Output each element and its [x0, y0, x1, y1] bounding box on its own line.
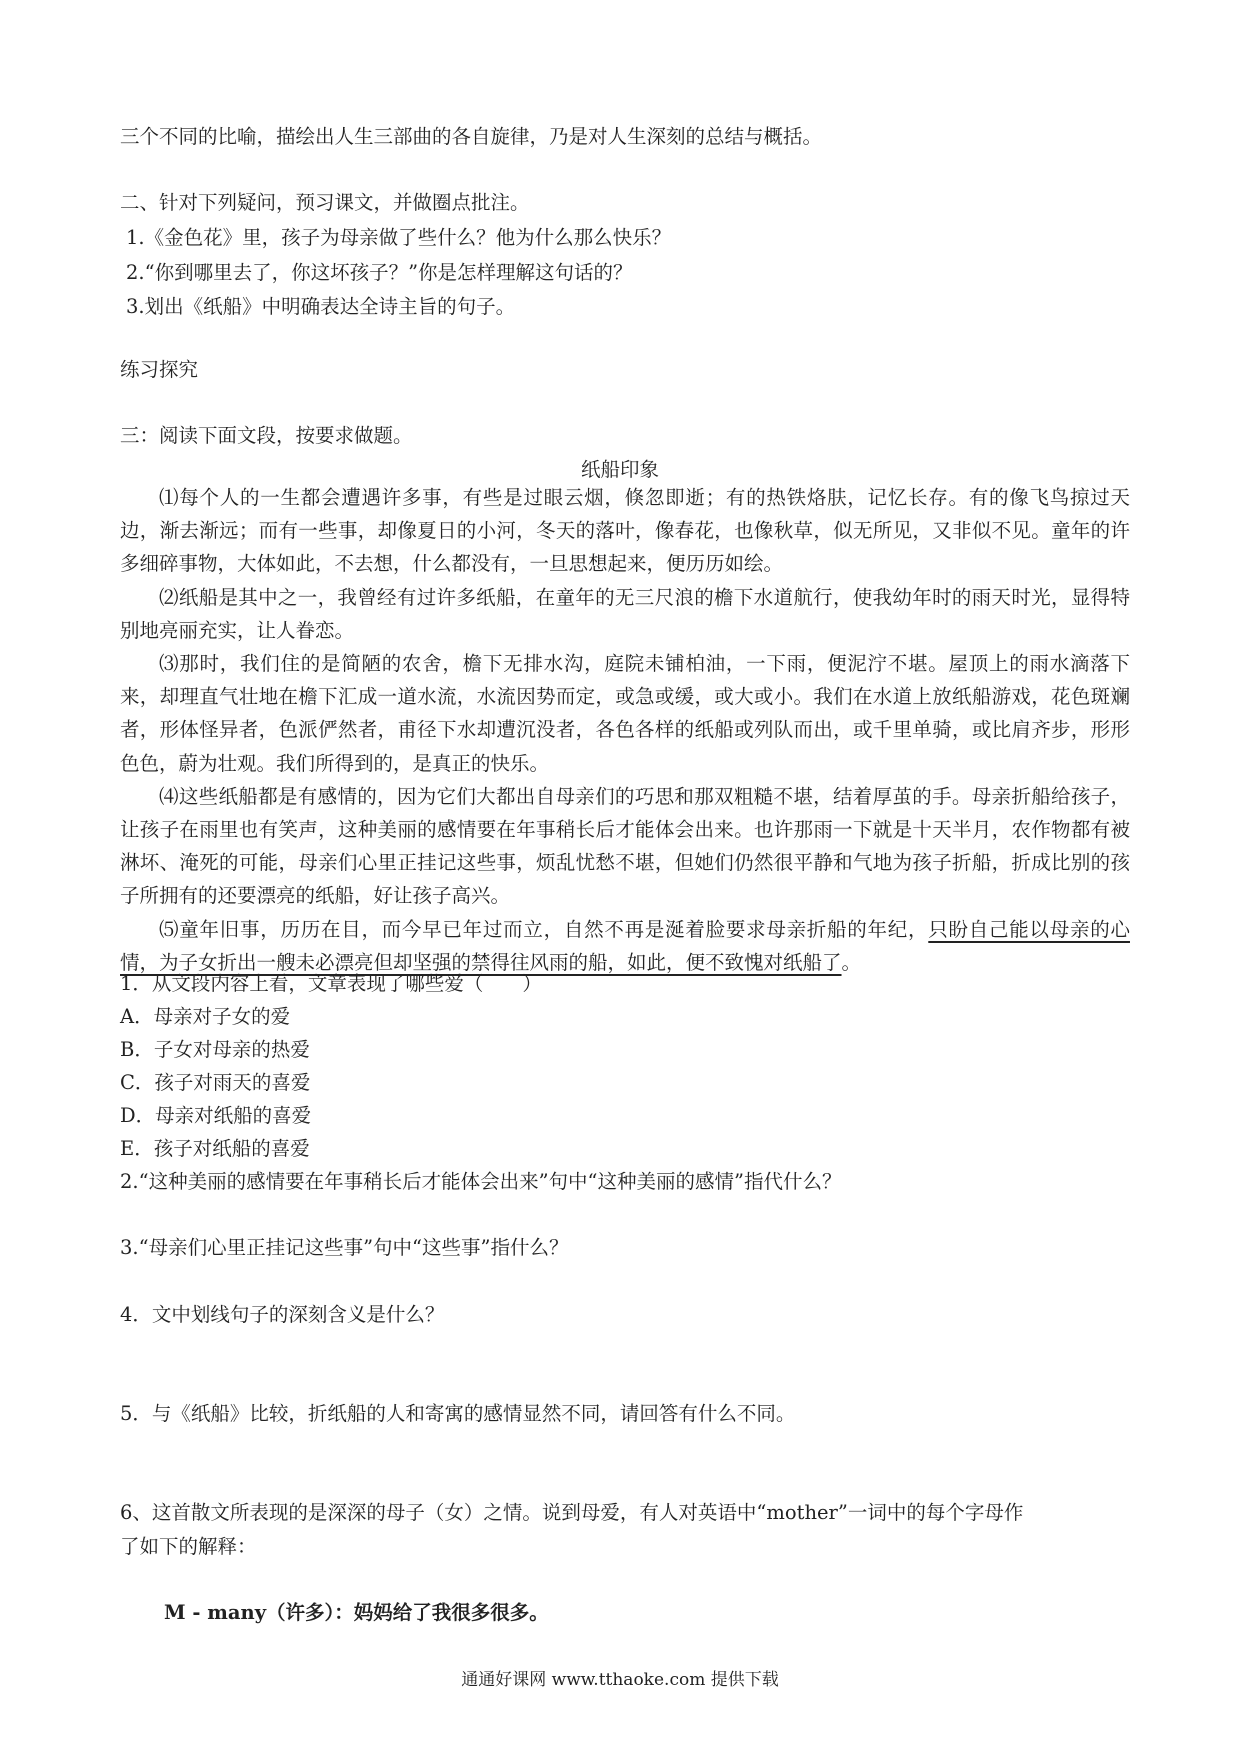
option-d: D．母亲对纸船的喜爱 [120, 1104, 312, 1127]
essay-paragraph-2: ⑵纸船是其中之一，我曾经有过许多纸船，在童年的无三尺浪的檐下水道航行，使我幼年时的雨天时光，显得特别地亮丽充实，让人眷恋。 [120, 585, 1130, 642]
page-footer: 通通好课网 www.tthaoke.com 提供下载 [461, 1670, 779, 1690]
question-6-line-1: 6、这首散文所表现的是深深的母子（女）之情。说到母爱，有人对英语中“mother”一词中的每个字母作 [120, 1501, 1024, 1524]
paragraph-5-end: 。 [841, 950, 862, 974]
section2-item-1: 1.《金色花》里，孩子为母亲做了些什么？他为什么那么快乐？ [126, 226, 672, 249]
essay-paragraph-3: ⑶那时，我们住的是简陋的农舍，檐下无排水沟，庭院未铺柏油，一下雨，便泥泞不堪。屋顶上的雨水滴落下来，却理直气壮地在檐下汇成一道水流，水流因势而定，或急或缓，或大或小。我们在水道上放纸船游戏，花色斑斓者，形体怪异者，色派俨然者，甫径下水却遭沉没者，各色各样的纸船或列队而出，或千里单骑，或比肩齐步，形形色色，蔚为壮观。我们所得到的，是真正的快乐。 [120, 652, 1130, 775]
question-3: 3.“母亲们心里正挂记这些事”句中“这些事”指什么？ [120, 1236, 569, 1259]
question-2: 2.“这种美丽的感情要在年事稍长后才能体会出来”句中“这种美丽的感情”指代什么？ [120, 1170, 842, 1193]
essay-paragraph-4: ⑷这些纸船都是有感情的，因为它们大都出自母亲们的巧思和那双粗糙不堪，结着厚茧的手。母亲折船给孩子，让孩子在雨里也有笑声，这种美丽的感情要在年事稍长后才能体会出来。也许那雨一下就是十天半月，农作物都有被淋坏、淹死的可能，母亲们心里正挂记这些事，烦乱忧愁不堪，但她们仍然很平静和气地为孩子折船，折成比别的孩子所拥有的还要漂亮的纸船，好让孩子高兴。 [120, 784, 1130, 908]
option-c: C．孩子对雨天的喜爱 [120, 1071, 311, 1094]
practice-heading: 练习探究 [120, 358, 199, 381]
question-6-line-2: 了如下的解释： [120, 1535, 257, 1558]
question-1: 1．从文段内容上看，文章表现了哪些爱（ ） [120, 972, 542, 995]
underlined-sentence: 只盼自己能以母亲的心情，为子女折出一艘未必漂亮但却坚强的禁得往风雨的船，如此，便不致愧对纸船了 [120, 917, 1130, 974]
section2-item-2: 2.“你到哪里去了，你这坏孩子？”你是怎样理解这句话的？ [126, 261, 633, 284]
question-5: 5．与《纸船》比较，折纸船的人和寄寓的感情显然不同，请回答有什么不同。 [120, 1402, 796, 1425]
question-4: 4．文中划线句子的深刻含义是什么？ [120, 1303, 445, 1326]
section2-item-3: 3.划出《纸船》中明确表达全诗主旨的句子。 [126, 295, 516, 318]
essay-body [120, 481, 1130, 979]
mother-letter-m: M - many（许多）：妈妈给了我很多很多。 [164, 1601, 549, 1624]
option-b: B．子女对母亲的热爱 [120, 1038, 310, 1061]
option-a: A．母亲对子女的爱 [120, 1005, 291, 1028]
option-e: E．孩子对纸船的喜爱 [120, 1137, 310, 1160]
section2-heading: 二、针对下列疑问，预习课文，并做圈点批注。 [120, 191, 530, 214]
section3-heading: 三：阅读下面文段，按要求做题。 [120, 424, 413, 447]
essay-paragraph-1: ⑴每个人的一生都会遭遇许多事，有些是过眼云烟，倏忽即逝；有的热铁烙肤，记忆长存。有的像飞鸟掠过天边，渐去渐远；而有一些事，却像夏日的小河，冬天的落叶，像春花，也像秋草，似无所见，又非似不见。童年的许多细碎事物，大体如此，不去想，什么都没有，一旦思想起来，便历历如绘。 [120, 486, 1130, 576]
essay-title: 纸船印象 [580, 458, 659, 481]
paragraph-5-text: ⑸童年旧事，历历在目，而今早已年过而立，自然不再是涎着脸要求母亲折船的年纪， [159, 917, 929, 941]
intro-text: 三个不同的比喻，描绘出人生三部曲的各自旋律，乃是对人生深刻的总结与概括。 [120, 125, 823, 148]
